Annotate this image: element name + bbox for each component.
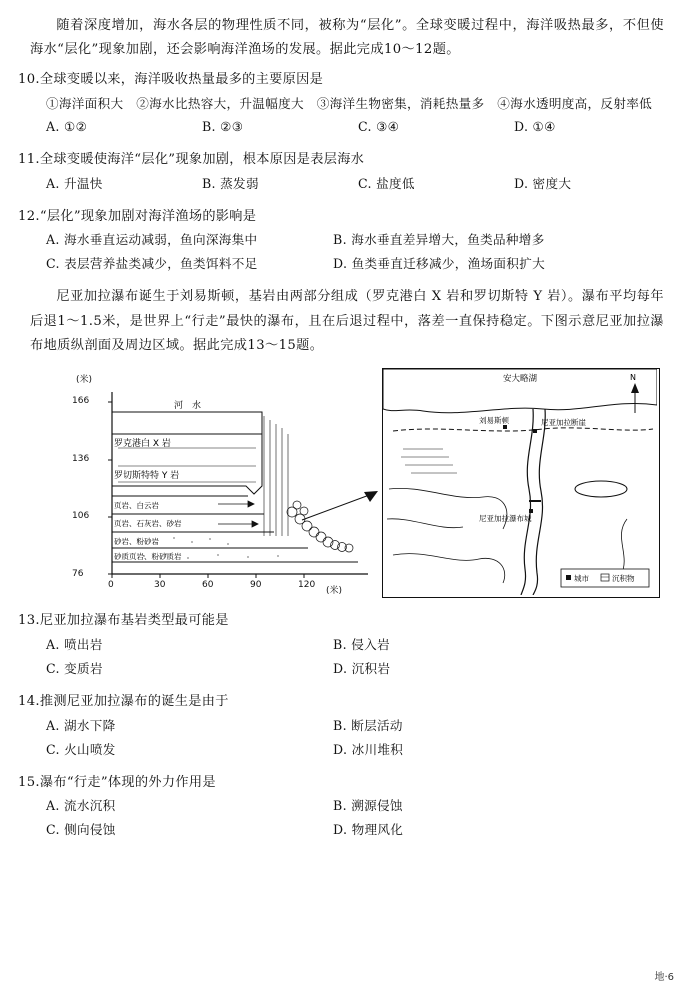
svg-text:砂质页岩、粉砂质岩: 砂质页岩、粉砂质岩 [114, 552, 182, 562]
question-10-suboptions: ①海洋面积大 ②海水比热容大，升温幅度大 ③海洋生物密集，消耗热量多 ④海水透明度高，反射率低 [46, 95, 653, 111]
question-15-number: 15. [18, 774, 40, 790]
x-tick-60: 60 [202, 580, 214, 591]
option-c[interactable]: C. ③④ [358, 118, 400, 134]
question-11-options [0, 172, 690, 196]
figure-container [0, 368, 690, 600]
question-12-options-row1 [0, 228, 690, 252]
option-a[interactable]: A. 喷出岩 [46, 637, 103, 653]
question-13-options-row1 [0, 633, 690, 657]
question-10-stem [0, 68, 690, 92]
x-tick-120: 120 [298, 580, 316, 591]
question-11-text: 全球变暖使海洋“层化”现象加剧，根本原因是表层海水 [39, 151, 365, 167]
question-14-options-row1 [0, 714, 690, 738]
question-14-text: 推测尼亚加拉瀑布的诞生是由于 [39, 694, 229, 709]
option-c[interactable]: C. 盐度低 [358, 175, 415, 191]
x-tick-30: 30 [154, 580, 166, 591]
intro-paragraph-2: 尼亚加拉瀑布诞生于刘易斯顿，基岩由两部分组成（罗克港白 X 岩和罗切斯特 Y 岩）。瀑布平均每年后退1～1.5米，是世界上“行走”最快的瀑布，且在后退过程中，落差一直保持稳定。下图示意尼亚加拉瀑布地质纵剖面及周边区域。据此完成13～15题。 [30, 289, 664, 353]
option-c[interactable]: C. 变质岩 [46, 661, 103, 677]
question-10-options [0, 115, 690, 139]
x-unit-label: (米) [326, 586, 343, 597]
option-b[interactable]: B. 侵入岩 [333, 637, 390, 653]
svg-text:页岩、白云岩: 页岩、白云岩 [114, 501, 159, 511]
x-tick-0: 0 [108, 580, 114, 591]
question-13-stem [0, 609, 690, 633]
svg-text:刘易斯顿: 刘易斯顿 [479, 416, 509, 426]
question-13-options-row2 [0, 657, 690, 681]
svg-text:安大略湖: 安大略湖 [503, 374, 538, 385]
option-d[interactable]: D. 沉积岩 [333, 661, 391, 677]
option-d[interactable]: D. 密度大 [514, 175, 572, 191]
option-b[interactable]: B. ②③ [202, 118, 244, 134]
figure-locator-map [382, 368, 660, 598]
svg-text:N: N [630, 373, 636, 383]
question-11-number: 11. [18, 151, 40, 167]
question-10-number: 10. [18, 71, 40, 87]
option-d[interactable]: D. 鱼类垂直迁移减少，渔场面积扩大 [333, 256, 545, 272]
option-a[interactable]: A. 升温快 [46, 175, 103, 191]
question-12-text: “层化”现象加剧对海洋渔场的影响是 [39, 208, 257, 224]
option-b[interactable]: B. 溯源侵蚀 [333, 798, 403, 814]
option-d[interactable]: D. ①④ [514, 118, 556, 134]
option-b[interactable]: B. 断层活动 [333, 717, 403, 733]
question-13-text: 尼亚加拉瀑布基岩类型最可能是 [39, 613, 229, 629]
option-a[interactable]: A. 海水垂直运动减弱，鱼向深海集中 [46, 232, 258, 248]
question-10-text: 全球变暖以来，海洋吸收热量最多的主要原因是 [39, 71, 324, 87]
left-unit-label: (米) [76, 375, 93, 386]
y-tick-106: 106 [72, 511, 90, 522]
question-15-text: 瀑布“行走”体现的外力作用是 [39, 774, 216, 790]
question-14-number: 14. [18, 694, 40, 709]
option-c[interactable]: C. 表层营养盐类减少，鱼类饵料不足 [46, 256, 258, 272]
svg-text:尼亚加拉瀑布城: 尼亚加拉瀑布城 [479, 514, 532, 524]
option-c[interactable]: C. 火山喷发 [46, 741, 116, 757]
question-15-stem [0, 771, 690, 795]
svg-text:沉积物: 沉积物 [612, 574, 635, 584]
question-14-options-row2 [0, 738, 690, 762]
option-c[interactable]: C. 侧向侵蚀 [46, 822, 116, 838]
question-15-options-row1 [0, 794, 690, 818]
svg-text:罗切斯特特 Y 岩: 罗切斯特特 Y 岩 [114, 471, 180, 482]
option-d[interactable]: D. 物理风化 [333, 822, 404, 838]
option-a[interactable]: A. 湖水下降 [46, 717, 116, 733]
svg-text:河 水: 河 水 [174, 401, 202, 412]
question-13-number: 13. [18, 613, 40, 629]
question-12-number: 12. [18, 208, 40, 224]
question-11-stem [0, 148, 690, 172]
question-15-options-row2 [0, 818, 690, 842]
option-a[interactable]: A. ①② [46, 118, 88, 134]
y-tick-136: 136 [72, 454, 90, 465]
intro-paragraph-1: 随着深度增加，海水各层的物理性质不同，被称为“层化”。全球变暖过程中，海洋吸热最多，不但使海水“层化”现象加剧，还会影响海洋渔场的发展。据此完成10～12题。 [30, 18, 664, 58]
svg-text:砂岩、粉砂岩: 砂岩、粉砂岩 [114, 537, 159, 547]
svg-text:页岩、石灰岩、砂岩: 页岩、石灰岩、砂岩 [114, 519, 182, 529]
y-tick-76: 76 [72, 569, 84, 580]
svg-text:城市: 城市 [574, 574, 589, 584]
svg-text:尼亚加拉断崖: 尼亚加拉断崖 [541, 418, 586, 428]
svg-text:罗克港白 X 岩: 罗克港白 X 岩 [114, 439, 171, 450]
question-12-stem [0, 205, 690, 229]
option-b[interactable]: B. 蒸发弱 [202, 175, 259, 191]
x-tick-90: 90 [250, 580, 262, 591]
question-12-options-row2 [0, 252, 690, 276]
option-a[interactable]: A. 流水沉积 [46, 798, 116, 814]
figure-connector-arrow [300, 486, 386, 526]
question-14-stem [0, 690, 690, 714]
y-tick-166: 166 [72, 396, 90, 407]
option-d[interactable]: D. 冰川堆积 [333, 741, 404, 757]
page-footer: 地·6 [654, 972, 674, 983]
option-b[interactable]: B. 海水垂直差异增大，鱼类品种增多 [333, 232, 545, 248]
